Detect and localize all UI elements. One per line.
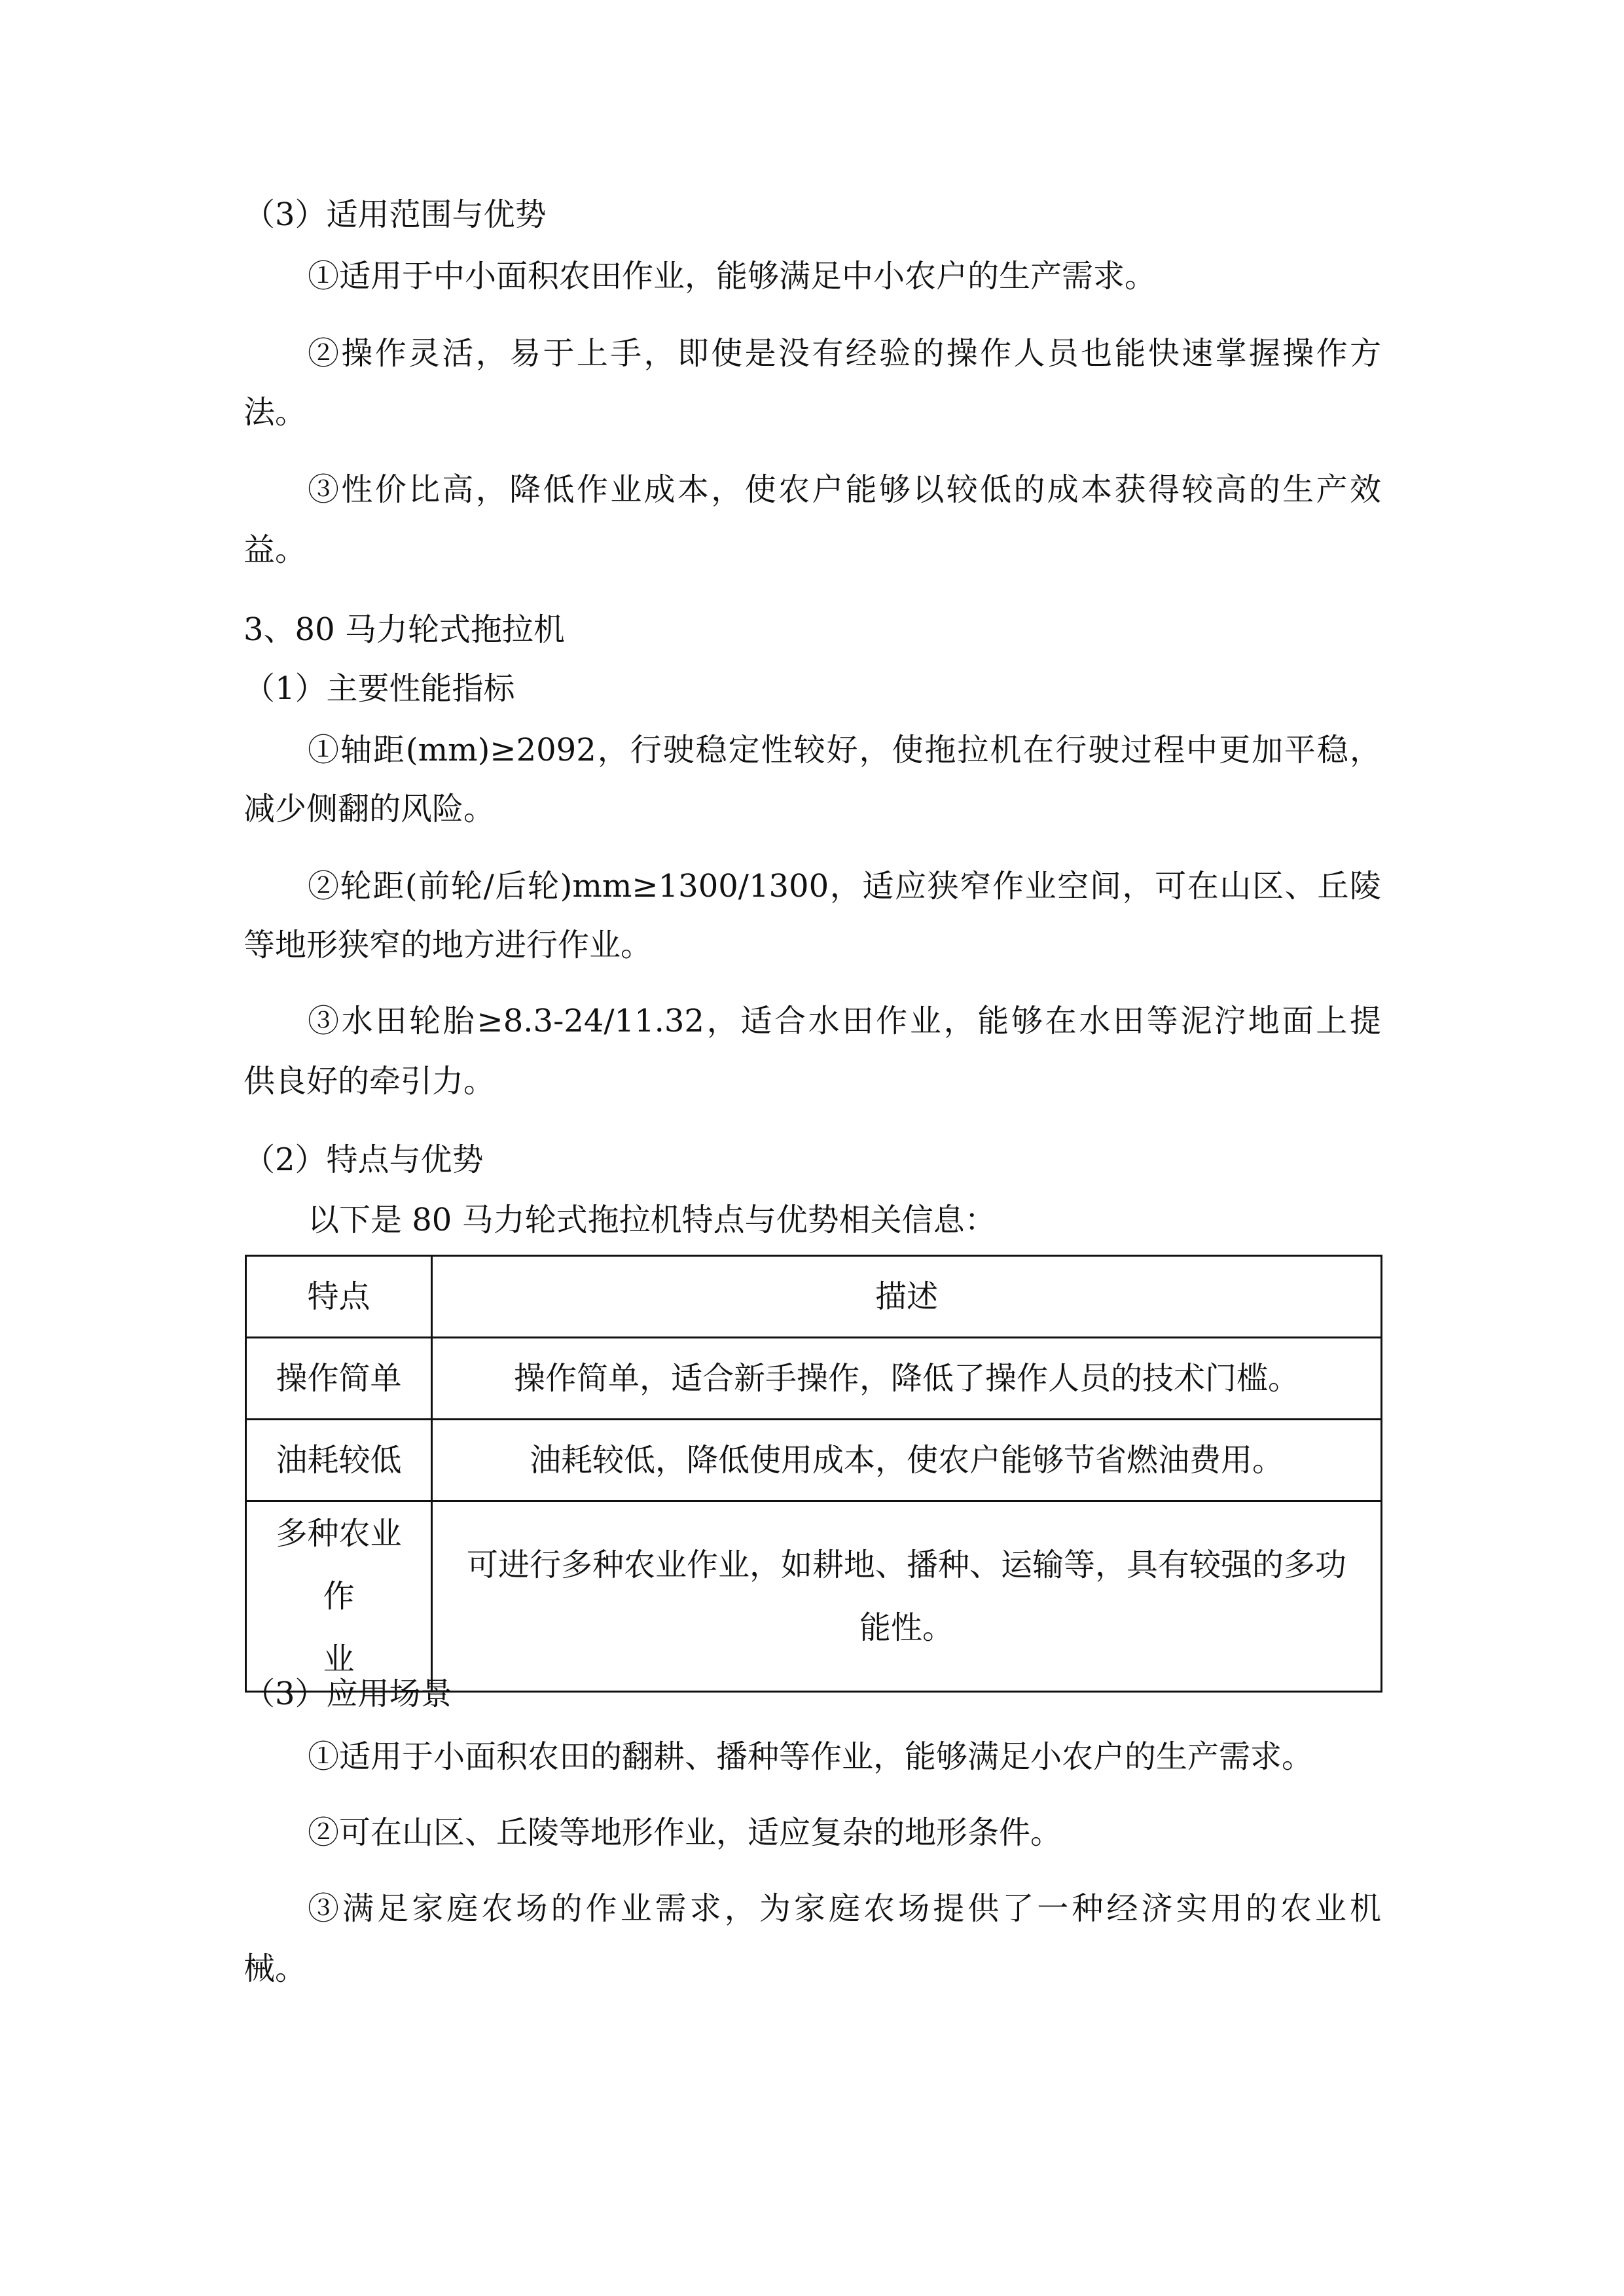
subheading-performance: （1）主要性能指标	[244, 670, 515, 707]
section-title-tractor: 3、80 马力轮式拖拉机	[244, 611, 565, 648]
table-row	[246, 1501, 1382, 1692]
table-header-feature: 特点	[246, 1256, 432, 1338]
paragraph-scope-2-line-2: 法。	[244, 394, 307, 431]
paragraph-scope-1: ①适用于中小面积农田作业，能够满足中小农户的生产需求。	[308, 258, 1157, 295]
item-tire-line-2: 供良好的牵引力。	[244, 1063, 496, 1100]
table-cell-feature	[246, 1501, 432, 1692]
table-cell-description-line-1: 可进行多种农业作业，如耕地、播种、运输等，具有较强的多功	[466, 1547, 1346, 1583]
application-3-line-2: 械。	[244, 1950, 307, 1987]
table-row	[246, 1338, 1382, 1420]
table-intro: 以下是 80 马力轮式拖拉机特点与优势相关信息：	[308, 1202, 996, 1238]
paragraph-scope-3-line-1: ③性价比高，降低作业成本，使农户能够以较低的成本获得较高的生产效	[308, 471, 1381, 508]
item-wheelbase-line-1: ①轴距(mm)≥2092，行驶稳定性较好，使拖拉机在行驶过程中更加平稳，	[308, 732, 1381, 768]
table-cell-description	[432, 1501, 1382, 1692]
application-2: ②可在山区、丘陵等地形作业，适应复杂的地形条件。	[308, 1814, 1062, 1851]
table-cell-feature-line-2: 业	[323, 1641, 355, 1677]
table-header-row	[246, 1256, 1382, 1338]
paragraph-scope-2-line-1: ②操作灵活，易于上手，即使是没有经验的操作人员也能快速掌握操作方	[308, 335, 1381, 372]
table-header-description: 描述	[432, 1256, 1382, 1338]
table-cell-description-line-2: 能性。	[859, 1609, 954, 1646]
item-wheelbase-line-2: 减少侧翻的风险。	[244, 791, 496, 827]
section-heading-scope: （3）适用范围与优势	[244, 196, 547, 233]
item-track-line-1: ②轮距(前轮/后轮)mm≥1300/1300，适应狭窄作业空间，可在山区、丘陵	[308, 868, 1381, 905]
item-tire-line-1: ③水田轮胎≥8.3-24/11.32，适合水田作业，能够在水田等泥泞地面上提	[308, 1003, 1381, 1039]
subheading-features: （2）特点与优势	[244, 1141, 484, 1178]
features-table	[245, 1255, 1382, 1693]
table-cell-feature: 操作简单	[246, 1338, 432, 1420]
table-row	[246, 1420, 1382, 1501]
subheading-applications: （3）应用场景	[244, 1676, 452, 1712]
table-cell-feature-line-1: 多种农业作	[276, 1515, 402, 1615]
application-3-line-1: ③满足家庭农场的作业需求，为家庭农场提供了一种经济实用的农业机	[308, 1890, 1381, 1927]
item-track-line-2: 等地形狭窄的地方进行作业。	[244, 927, 653, 963]
table-cell-description: 操作简单，适合新手操作，降低了操作人员的技术门槛。	[432, 1338, 1382, 1420]
paragraph-scope-3-line-2: 益。	[244, 531, 307, 568]
table-cell-description: 油耗较低，降低使用成本，使农户能够节省燃油费用。	[432, 1420, 1382, 1501]
application-1: ①适用于小面积农田的翻耕、播种等作业，能够满足小农户的生产需求。	[308, 1738, 1314, 1775]
table-cell-feature: 油耗较低	[246, 1420, 432, 1501]
